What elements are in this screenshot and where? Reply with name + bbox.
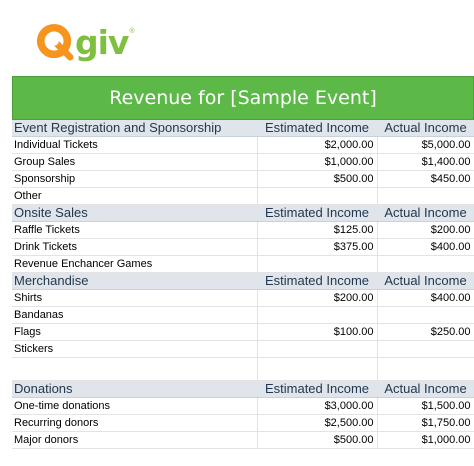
actual-cell[interactable]: $200.00 [377, 222, 474, 239]
actual-cell[interactable]: $450.00 [377, 171, 474, 188]
empty-cell[interactable] [377, 358, 474, 381]
table-row [12, 171, 474, 188]
row-label[interactable]: Other [12, 188, 257, 205]
row-label[interactable]: Bandanas [12, 307, 257, 324]
actual-income-header: Actual Income [377, 120, 474, 137]
qgiv-logo [36, 22, 135, 62]
actual-income-header: Actual Income [377, 381, 474, 398]
estimated-cell[interactable]: $2,000.00 [257, 137, 377, 154]
estimated-cell[interactable] [257, 307, 377, 324]
estimated-cell[interactable]: $125.00 [257, 222, 377, 239]
actual-cell[interactable] [377, 188, 474, 205]
estimated-cell[interactable] [257, 188, 377, 205]
row-label[interactable]: Sponsorship [12, 171, 257, 188]
estimated-cell[interactable]: $500.00 [257, 171, 377, 188]
empty-cell[interactable] [257, 358, 377, 381]
section-header [12, 381, 474, 398]
row-label[interactable]: Raffle Tickets [12, 222, 257, 239]
estimated-income-header: Estimated Income [257, 273, 377, 290]
logo-wordmark: giv [75, 22, 129, 62]
row-label[interactable]: Drink Tickets [12, 239, 257, 256]
revenue-table [12, 120, 474, 449]
estimated-cell[interactable]: $375.00 [257, 239, 377, 256]
estimated-income-header: Estimated Income [257, 381, 377, 398]
row-label[interactable]: Group Sales [12, 154, 257, 171]
actual-cell[interactable]: $1,400.00 [377, 154, 474, 171]
qgiv-q-icon [36, 23, 74, 61]
actual-cell[interactable]: $1,000.00 [377, 432, 474, 449]
table-row [12, 188, 474, 205]
sheet-title: Revenue for [Sample Event] [12, 76, 474, 120]
table-row [12, 222, 474, 239]
actual-cell[interactable] [377, 256, 474, 273]
estimated-cell[interactable]: $1,000.00 [257, 154, 377, 171]
table-row [12, 324, 474, 341]
table-row [12, 307, 474, 324]
row-label[interactable]: Major donors [12, 432, 257, 449]
estimated-cell[interactable]: $2,500.00 [257, 415, 377, 432]
row-label[interactable]: Stickers [12, 341, 257, 358]
estimated-cell[interactable]: $100.00 [257, 324, 377, 341]
row-label[interactable]: One-time donations [12, 398, 257, 415]
actual-cell[interactable] [377, 341, 474, 358]
row-label[interactable]: Revenue Enchancer Games [12, 256, 257, 273]
row-label[interactable]: Recurring donors [12, 415, 257, 432]
empty-row [12, 358, 474, 381]
estimated-cell[interactable] [257, 341, 377, 358]
registered-mark: ® [129, 28, 135, 35]
section-name: Onsite Sales [12, 205, 257, 222]
section-header [12, 273, 474, 290]
actual-cell[interactable] [377, 307, 474, 324]
row-label[interactable]: Shirts [12, 290, 257, 307]
estimated-income-header: Estimated Income [257, 120, 377, 137]
actual-cell[interactable]: $5,000.00 [377, 137, 474, 154]
estimated-income-header: Estimated Income [257, 205, 377, 222]
table-row [12, 415, 474, 432]
section-name: Donations [12, 381, 257, 398]
revenue-spreadsheet [12, 76, 474, 449]
table-row [12, 398, 474, 415]
empty-cell[interactable] [12, 358, 257, 381]
actual-cell[interactable]: $1,500.00 [377, 398, 474, 415]
estimated-cell[interactable]: $200.00 [257, 290, 377, 307]
actual-cell[interactable]: $1,750.00 [377, 415, 474, 432]
table-row [12, 154, 474, 171]
estimated-cell[interactable]: $500.00 [257, 432, 377, 449]
section-header [12, 120, 474, 137]
actual-cell[interactable]: $400.00 [377, 290, 474, 307]
row-label[interactable]: Individual Tickets [12, 137, 257, 154]
actual-income-header: Actual Income [377, 273, 474, 290]
estimated-cell[interactable]: $3,000.00 [257, 398, 377, 415]
actual-cell[interactable]: $250.00 [377, 324, 474, 341]
table-row [12, 137, 474, 154]
table-row [12, 239, 474, 256]
actual-income-header: Actual Income [377, 205, 474, 222]
section-name: Event Registration and Sponsorship [12, 120, 257, 137]
estimated-cell[interactable] [257, 256, 377, 273]
table-row [12, 256, 474, 273]
row-label[interactable]: Flags [12, 324, 257, 341]
actual-cell[interactable]: $400.00 [377, 239, 474, 256]
section-header [12, 205, 474, 222]
table-row [12, 341, 474, 358]
section-name: Merchandise [12, 273, 257, 290]
table-row [12, 432, 474, 449]
table-row [12, 290, 474, 307]
